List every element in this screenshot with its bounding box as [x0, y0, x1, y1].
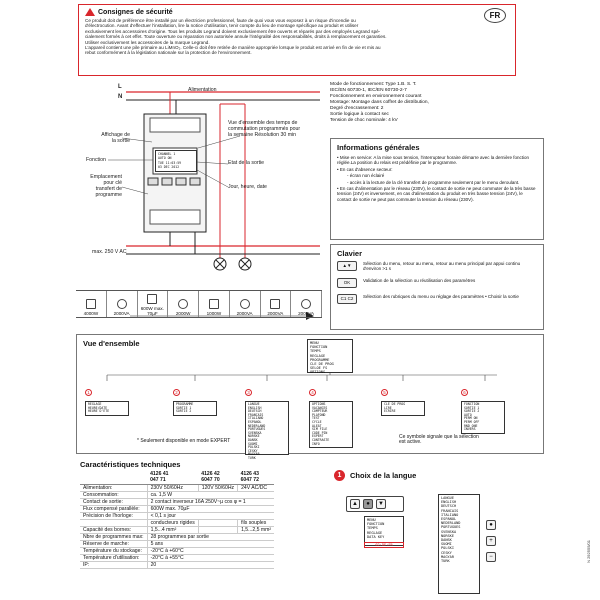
info-item: • En cas d'alimentation par le réseau (230V), le contact de sortie ne peut commuter de la très basse tension (24V) et inversement, en cas d'alimentation du produit en très basse tension (24V), le contact de sortie ne peut pas commuter la tension du réseau (230V).	[337, 186, 536, 202]
safety-line: exclusivement les accessoires d'origine. Tous les produits Legrand doivent exclusivement être ouverts et réparés par des employés Legrand spé-	[85, 28, 381, 34]
langue-list-screen: LANGUE ENGLISH DEUTSCH FRANCAIS ITALIANO ESPANOL NEDERLAND PORTUGUES SVENSKA NORSKE DANSK SUOMI POLSKI CESKY MAGYAR TURK	[438, 494, 480, 594]
safety-line: Ce produit doit de préférence être installé par un électricien professionnel, faute de quoi vous vous exposez à un risque d'incendie ou	[85, 18, 356, 23]
alimentation-label: Alimentation	[188, 87, 217, 93]
info-item: - écran non éclairé	[347, 173, 385, 179]
load-value: 2000VA	[298, 311, 315, 316]
affichage-label: Affichage de la sortie	[101, 132, 130, 144]
tech-cell: 24V AC/DC	[238, 484, 275, 491]
key-pad	[346, 496, 404, 512]
vue-temps-label: Vue d'ensemble des temps de commutation programmés pour la semaine Résolution 30 min	[228, 120, 301, 138]
date-highlight: 02:DE:FR	[364, 542, 404, 548]
wire-N: N	[118, 94, 123, 100]
node-screen: CLE DE PROG LIRE ECRIRE	[381, 401, 425, 416]
tech-header-cell: 4126 42 6047 70	[198, 471, 237, 484]
tech-cell: 230V 50/60Hz	[147, 484, 198, 491]
clavier-desc: Validation de la sélection ou réutilisation des paramètres	[363, 277, 476, 283]
tech-row	[80, 505, 274, 512]
clavier-key[interactable]: OK	[337, 278, 357, 288]
load-value: 1000W	[206, 311, 222, 316]
load-cell	[230, 291, 261, 317]
info-panel	[330, 138, 544, 240]
tech-cell: Réserve de marche:	[80, 540, 147, 547]
node-number: 1	[85, 389, 92, 396]
info-item: - accès à la lecture de la clé transfert de programme seulement par le menu deroulant.	[347, 179, 520, 185]
tech-title: Caractéristiques techniques	[80, 460, 181, 469]
main-menu-screen: MENU FONCTION TEMPS REGLAGE PROGRAMME CLE DE PROG SELOE FS OPTIONS	[307, 339, 353, 373]
info-list	[337, 155, 537, 202]
load-icon	[301, 299, 311, 309]
safety-line: L'appareil contient une pile primaire au LiMnO₂. Celle-ci doit être retirée de manière appropriée lorsque le produit est arrivé en fin de vie et mis au	[85, 45, 381, 51]
tech-cell: -20°C à +55°C	[147, 554, 274, 561]
load-icon	[147, 294, 157, 304]
safety-line: rebut conformément à la législation nationale sur la protection de l'environnement.	[85, 50, 252, 56]
tech-cell: Flux compensé parallèle:	[80, 505, 147, 512]
symbol-note: Ce symbole signale que la sélection est active.	[399, 434, 479, 446]
spec-line: Sortie logique à contact sec	[330, 112, 389, 117]
device-screen: CHANNEL 1 AUTO ON TUE 11:03:59 03 DEC 2012	[155, 150, 197, 172]
minus-key[interactable]: −	[486, 552, 496, 562]
load-icon	[178, 299, 188, 309]
tech-cell: Contact de sortie:	[80, 498, 147, 505]
tech-cell: Nbre de programmes max:	[80, 533, 147, 540]
clavier-panel	[330, 244, 544, 330]
clavier-list	[337, 261, 537, 304]
tech-cell: IP:	[80, 561, 147, 568]
tech-cell: < 0,1 s jour	[147, 512, 274, 519]
node-number: 3	[245, 389, 252, 396]
langue-side-keys	[486, 520, 496, 562]
tech-cell	[80, 519, 147, 526]
tech-cell: ca. 1,5 W	[147, 491, 274, 498]
load-icon	[209, 299, 219, 309]
wiring-diagram	[70, 84, 322, 316]
load-value: 2000VA	[236, 311, 253, 316]
spec-line: IEC/EN 60730-1, IEC/EN 60730-2-7	[330, 88, 407, 93]
overview-node	[309, 381, 353, 448]
tech-header-cell: 4126 43 6047 72	[238, 471, 275, 484]
clavier-title: Clavier	[337, 249, 363, 258]
load-cell	[291, 291, 322, 317]
down-key[interactable]: ▼	[376, 499, 386, 509]
emplacement-label: Emplacement pour clé transfert de programme	[90, 174, 122, 198]
load-value: 2000VA	[113, 311, 130, 316]
info-item: • En cas d'absence secteur:	[337, 166, 393, 172]
tech-cell	[198, 519, 237, 526]
tech-cell	[198, 526, 237, 533]
clavier-key[interactable]: C1 C2	[337, 294, 357, 304]
wire-L: L	[118, 84, 122, 90]
max-voltage-label: max. 250 V AC	[92, 249, 127, 255]
clavier-desc: Sélection des rubriques du menu ou réglage des paramètres • Choisir la sortie	[363, 293, 519, 299]
spec-line: Mode de fonctionnement: Type 1.B. S. T.	[330, 82, 417, 87]
load-icon	[117, 299, 127, 309]
tech-row	[80, 540, 274, 547]
load-cell	[76, 291, 107, 317]
tech-row	[80, 498, 274, 505]
tech-header-cell: 4126 41 047 71	[147, 471, 198, 484]
load-value: 600W max. 70µF	[140, 306, 164, 316]
tech-header-cell	[80, 471, 147, 484]
fonction-label: Fonction	[86, 157, 106, 163]
ok-side-key[interactable]: ●	[486, 520, 496, 530]
tech-row	[80, 554, 274, 561]
tech-row	[80, 484, 274, 491]
tech-cell: fils souples	[238, 519, 275, 526]
tech-cell: 5 ans	[147, 540, 274, 547]
tech-cell: 1,5...4 mm²	[147, 526, 198, 533]
node-screen: PROGRAMME SORTIE 1 SORTIE 2	[173, 401, 217, 416]
load-value: 4000W	[83, 311, 99, 316]
tech-row	[80, 491, 274, 498]
document-number: N 292555/01	[586, 540, 591, 563]
langue-title: Choix de la langue	[350, 471, 417, 480]
clavier-key[interactable]: ▲▼	[337, 261, 357, 271]
node-screen: FONCTION SORTIE 1 SORTIE 2 AUTO PERM ON PERM OFF RND ONE INVERS	[461, 401, 505, 434]
tech-cell: Précision de l'horloge:	[80, 512, 147, 519]
up-key[interactable]: ▲	[350, 499, 360, 509]
tech-cell: 20	[147, 561, 274, 568]
tech-cell: 1,5...2,5 mm²	[238, 526, 275, 533]
ok-key[interactable]: ●	[363, 499, 373, 509]
overview-node	[173, 381, 217, 416]
plus-key[interactable]: +	[486, 536, 496, 546]
safety-line: d'électrocution. Avant d'effectuer l'installation, lire la notice d'utilisation, tenir compte du lieu de montage spécifique au produit et utiliser	[85, 23, 359, 29]
node-number: 5	[381, 389, 388, 396]
tech-cell: Consommation:	[80, 491, 147, 498]
info-item: • Mise en service: A la mise sous tension, l'interrupteur horaire démarre avec la dernière fonction réglée.La position du relais est prédéfinie par le programme.	[337, 155, 530, 166]
tech-row	[80, 526, 274, 533]
tech-cell: 2 contact inverseur 16A 250V~µ cos φ = 1	[147, 498, 274, 505]
langue-panel	[334, 470, 544, 596]
tech-table	[80, 471, 274, 569]
node-screen: LANGUE ENGLISH DEUTSCH FRANCAIS ITALIANO ESPANOL NEDERLAND PORTUGUES SVENSKA NORSKE DANSK SUOMI POLSKI CESKY MAGYAR TURK	[245, 401, 289, 455]
safety-text	[85, 18, 509, 56]
tech-header-row	[80, 471, 274, 484]
safety-title: Consignes de sécurité	[98, 8, 173, 16]
tech-cell: Capacité des bornes:	[80, 526, 147, 533]
overview-node	[85, 381, 129, 416]
load-icon	[86, 299, 96, 309]
langue-menu-screen: MENU FONCTION TEMPS REGLAGE DATA KEY	[364, 516, 404, 546]
tech-cell: 28 programmes par sortie	[147, 533, 274, 540]
tech-row	[80, 561, 274, 568]
overview-title: Vue d'ensemble	[83, 339, 140, 348]
clavier-desc: Sélection du menu, retour au menu, retour au menu principal par appui continu d'environ >1 s	[363, 261, 521, 272]
load-cell	[138, 291, 169, 317]
load-cell	[168, 291, 199, 317]
expert-note: * Seulement disponible en mode EXPERT	[137, 438, 231, 444]
tech-panel	[80, 460, 330, 598]
load-icon	[240, 299, 250, 309]
tech-row	[80, 547, 274, 554]
spec-line: Montage: Montage dans coffret de distribution,	[330, 100, 429, 105]
language-badge: FR	[484, 8, 506, 23]
spec-line: Fonctionnement en environnement courant	[330, 94, 422, 99]
safety-line: Utiliser exclusivement les accessoires de la marque Legrand.	[85, 39, 210, 45]
load-cell	[261, 291, 292, 317]
warning-icon	[85, 8, 95, 16]
load-cell	[199, 291, 230, 317]
tech-cell: Température d'utilisation:	[80, 554, 147, 561]
node-number: 6	[461, 389, 468, 396]
info-title: Informations générales	[337, 143, 420, 152]
tech-cell: Température du stockage:	[80, 547, 147, 554]
clavier-row	[337, 261, 537, 272]
node-screen: OPTIONS VACANCES COMPTEUR PLAFOND TEST CYCLE ALEAT SIM FILE CODE PIN EXPERT CONTRASTE INFO	[309, 401, 353, 448]
tech-cell: 120V 50/60Hz	[198, 484, 237, 491]
safety-notice	[78, 4, 516, 76]
load-value: 2000VA	[267, 311, 284, 316]
load-ratings	[76, 290, 322, 318]
spec-line: Tension de choc nominale: 4 kV	[330, 118, 398, 123]
clavier-row	[337, 278, 537, 288]
jour-heure-label: Jour, heure, date	[228, 184, 267, 190]
node-number: 2	[173, 389, 180, 396]
tech-cell: -20°C à +60°C	[147, 547, 274, 554]
safety-line: cialement formés à cet effet. Toute ouverture ou réparation non autorisée annule l'intégralité des responsabilités, droits à remplacement et garanties.	[85, 34, 387, 40]
load-value: 2000W	[175, 311, 191, 316]
specs-block	[330, 82, 544, 124]
tech-cell: Alimentation:	[80, 484, 147, 491]
node-number: 4	[309, 389, 316, 396]
overview-node	[461, 381, 505, 434]
langue-step: 1	[334, 470, 345, 481]
clavier-row	[337, 294, 537, 304]
tech-cell: 600W max. 70µF	[147, 505, 274, 512]
tech-row	[80, 512, 274, 519]
tech-row	[80, 533, 274, 540]
tech-row	[80, 519, 274, 526]
load-cell	[107, 291, 138, 317]
spec-line: Degré d'encrassement: 2	[330, 106, 384, 111]
overview-node	[381, 381, 425, 416]
tech-cell: conducteurs rigides	[147, 519, 198, 526]
etat-label: Etat de la sortie	[228, 160, 265, 166]
node-screen: REGLAGE HEURE/DATE HEURE D'ETE	[85, 401, 129, 416]
load-icon	[270, 299, 280, 309]
overview-node	[245, 381, 289, 460]
overview-panel	[76, 334, 544, 460]
